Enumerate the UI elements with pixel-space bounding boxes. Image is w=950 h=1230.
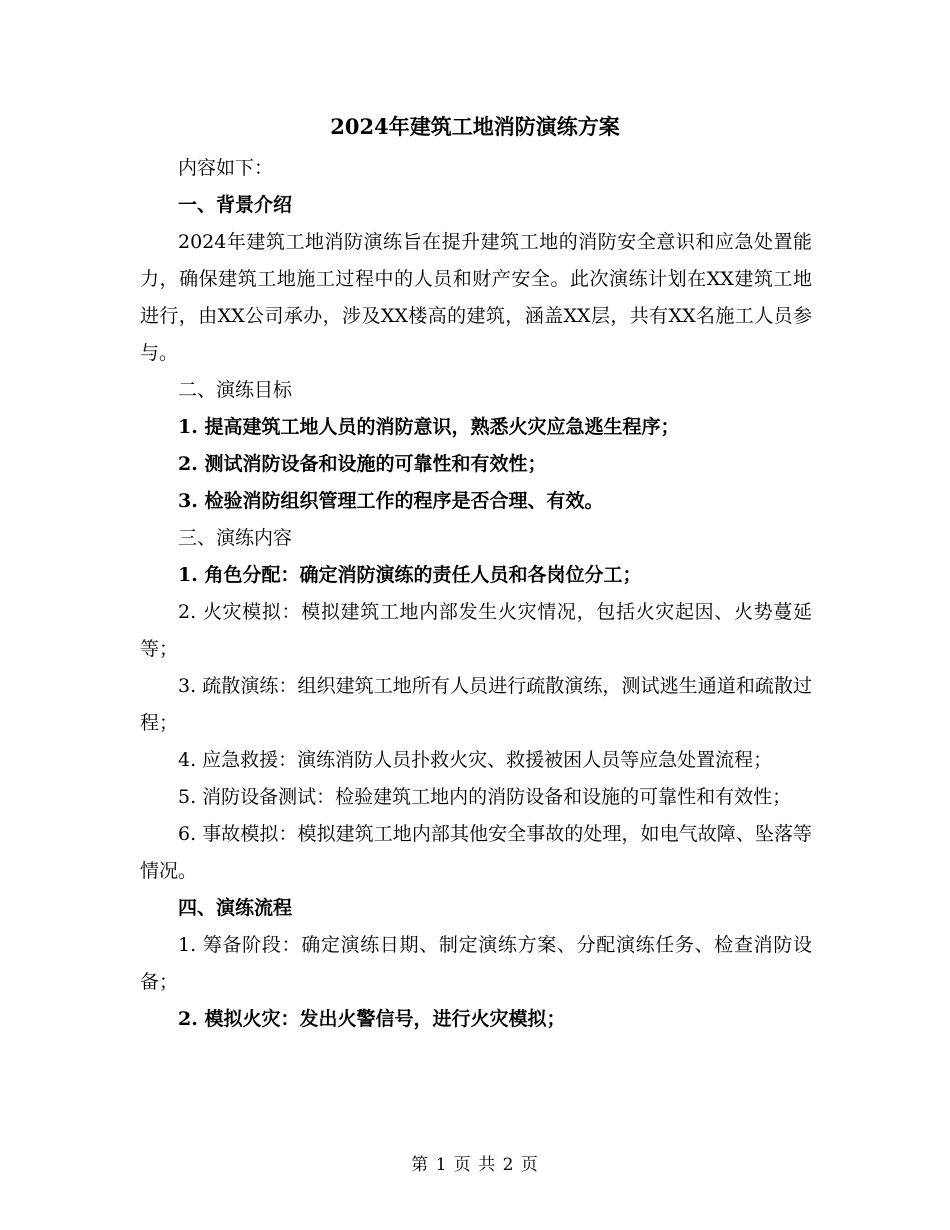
goal-item-3: 3. 检验消防组织管理工作的程序是否合理、有效。 [178, 490, 604, 512]
goal-item-2: 2. 测试消防设备和设施的可靠性和有效性； [178, 453, 547, 475]
intro-line: 内容如下： [178, 157, 274, 179]
content-item-5: 5. 消防设备测试：检验建筑工地内的消防设备和设施的可靠性和有效性； [178, 786, 792, 808]
section-heading-process: 四、演练流程 [178, 897, 293, 919]
section-heading-content: 三、演练内容 [178, 527, 293, 549]
document-body [140, 150, 812, 1038]
goal-item-1: 1. 提高建筑工地人员的消防意识，熟悉火灾应急逃生程序； [178, 416, 680, 438]
content-item-6: 6. 事故模拟：模拟建筑工地内部其他安全事故的处理，如电气故障、坠落等情况。 [140, 823, 812, 882]
content-item-1: 1. 角色分配：确定消防演练的责任人员和各岗位分工； [178, 564, 642, 586]
background-paragraph: 2024年建筑工地消防演练旨在提升建筑工地的消防安全意识和应急处置能力，确保建筑工地施工过程中的人员和财产安全。此次演练计划在XX建筑工地进行，由XX公司承办，涉及XX楼高的建筑，涵盖XX层，共有XX名施工人员参与。 [140, 231, 812, 364]
process-item-1: 1. 筹备阶段：确定演练日期、制定演练方案、分配演练任务、检查消防设备； [140, 934, 812, 993]
content-item-4: 4. 应急救援：演练消防人员扑救火灾、救援被困人员等应急处置流程； [178, 749, 773, 771]
page-indicator: 第 1 页 共 2 页 [411, 1155, 539, 1175]
section-heading-background: 一、背景介绍 [178, 194, 293, 216]
content-item-3: 3. 疏散演练：组织建筑工地所有人员进行疏散演练，测试逃生通道和疏散过程； [140, 675, 812, 734]
process-item-2: 2. 模拟火灾：发出火警信号，进行火灾模拟； [178, 1008, 566, 1030]
section-heading-goals: 二、演练目标 [178, 379, 293, 401]
content-item-2: 2. 火灾模拟：模拟建筑工地内部发生火灾情况，包括火灾起因、火势蔓延等； [140, 601, 812, 660]
document-title: 2024年建筑工地消防演练方案 [330, 114, 620, 139]
